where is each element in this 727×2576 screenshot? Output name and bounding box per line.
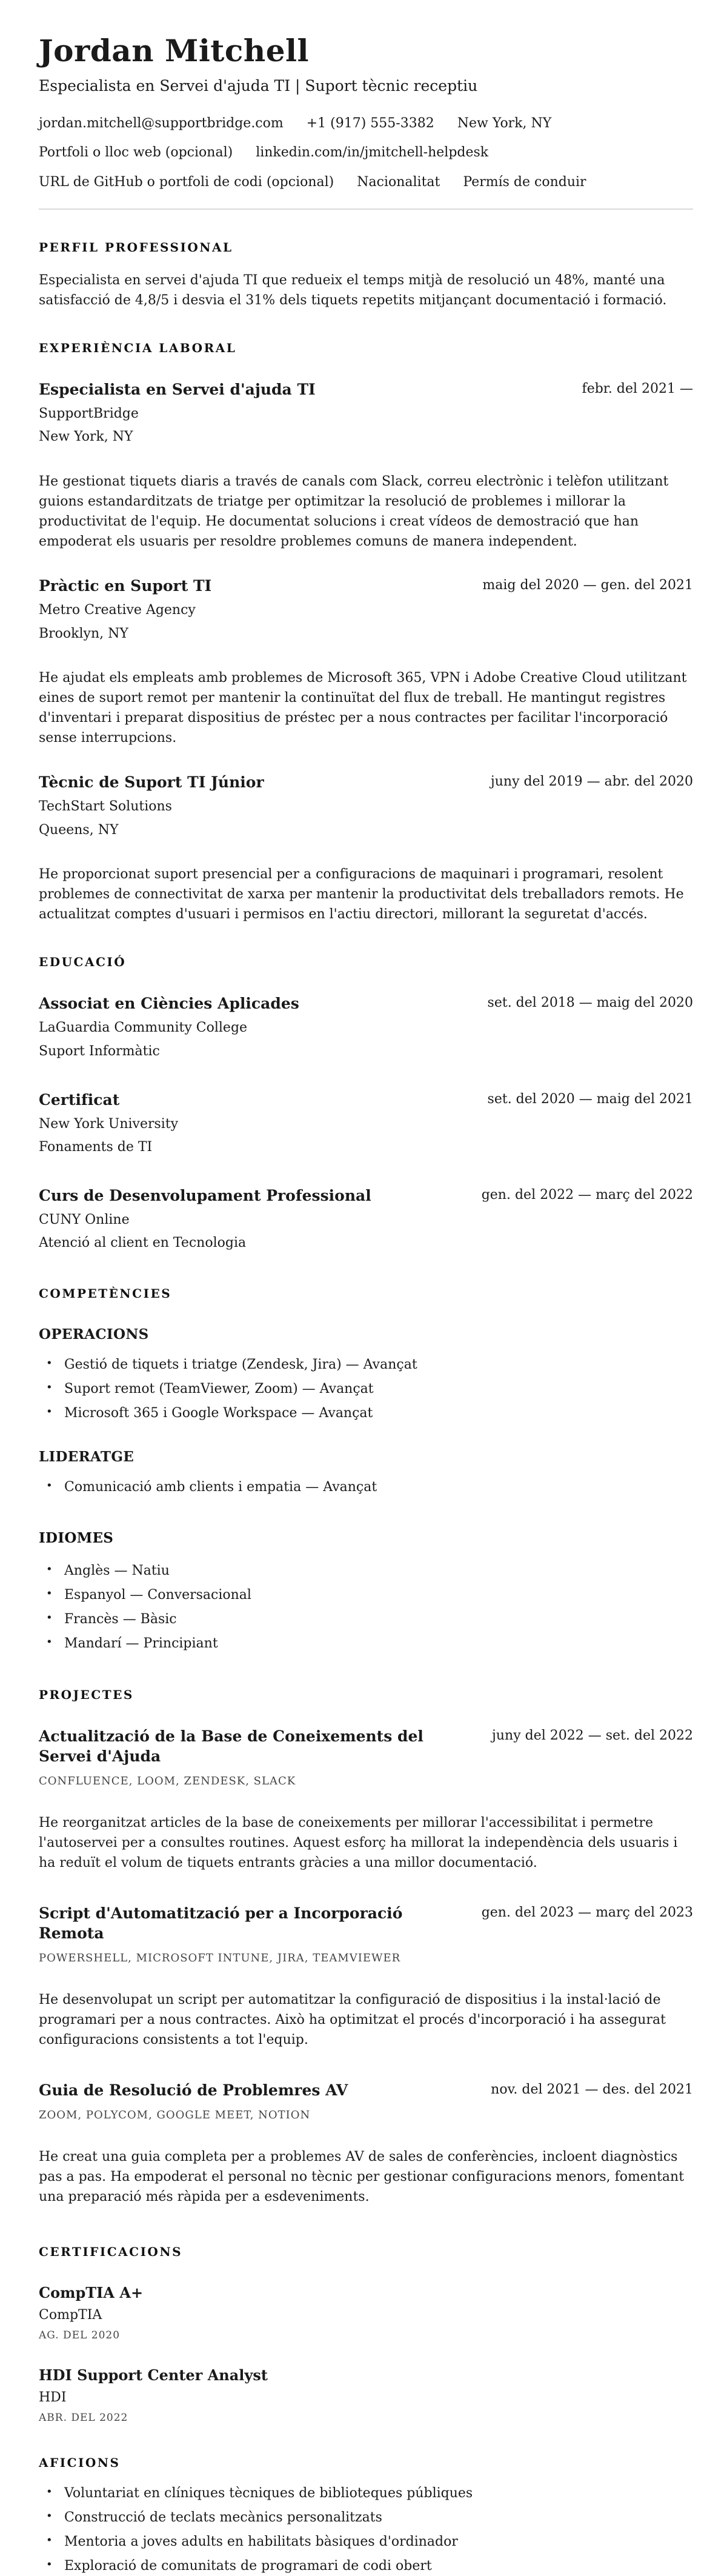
job-dates: febr. del 2021 — xyxy=(582,381,693,396)
job-entry xyxy=(39,576,693,748)
job-location: New York, NY xyxy=(39,429,133,445)
contact-portfolio-placeholder: Portfoli o lloc web (opcional) xyxy=(39,145,233,161)
job-location: Brooklyn, NY xyxy=(39,626,128,641)
job-location: Queens, NY xyxy=(39,822,119,838)
project-tools: ZOOM, POLYCOM, GOOGLE MEET, NOTION xyxy=(39,2108,311,2121)
section-projects xyxy=(39,1687,693,2207)
contact-row-3 xyxy=(39,173,693,192)
education-field: Suport Informàtic xyxy=(39,1043,160,1059)
project-description: He reorganitzat articles de la base de coneixements per millorar l'accessibilitat i permetre l'autoservei per a consultes routines. Aquest esforç ha millorat la independència dels usuaris i ha reduït el volum de tiquets entrants gràcies a una millor documentació. xyxy=(39,1815,678,1870)
hobby-item: • Voluntariat en clíniques tècniques de biblioteques públiques xyxy=(64,2483,693,2503)
job-description: He ajudat els empleats amb problemes de Microsoft 365, VPN i Adobe Creative Cloud utilitzant eines de suport remot per mantenir la continuïtat del flux de treball. He mantingut registres d'inventari i preparat dispositius de préstec per a nous contractes per facilitar l'incorporació sense interrupcions. xyxy=(39,670,687,746)
education-dates: set. del 2018 — maig del 2020 xyxy=(487,995,693,1011)
experience-heading: EXPERIÈNCIA LABORAL xyxy=(39,340,237,355)
job-description: He gestionat tiquets diaris a través de canals com Slack, correu electrònic i telèfon utilitzant guions estandarditzats de triatge per optimitzar la resolució de problemes i millorar la productivitat de l'equip. He documentat solucions i creat vídeos de demostració que han empoderat els usuaris per resoldre problemes comuns de manera independent. xyxy=(39,474,669,549)
contact-phone: +1 (917) 555-3382 xyxy=(306,115,434,131)
hobby-item: • Construcció de teclats mecànics personalitzats xyxy=(64,2508,693,2528)
certification-issuer: CompTIA xyxy=(39,2307,102,2323)
education-entry xyxy=(39,1186,693,1252)
project-title: Guia de Resolució de Problemres AV xyxy=(39,2081,348,2099)
contact-row-1 xyxy=(39,115,693,133)
contact-driving-licence-placeholder: Permís de conduir xyxy=(463,175,586,190)
certification-entry xyxy=(39,2283,693,2341)
education-school: LaGuardia Community College xyxy=(39,1020,248,1036)
profile-text: Especialista en servei d'ajuda TI que redueix el temps mitjà de resolució un 48%, manté una satisfacció de 4,8/5 i desvia el 31% dels tiquets repetits mitjançant documentació i formació. xyxy=(39,272,667,308)
job-company: TechStart Solutions xyxy=(39,799,172,815)
contact-row-2 xyxy=(39,144,693,162)
job-dates: juny del 2019 — abr. del 2020 xyxy=(490,774,693,790)
education-school: New York University xyxy=(39,1116,179,1132)
languages-heading: IDIOMES xyxy=(39,1529,114,1546)
section-languages xyxy=(39,1530,693,1653)
contact-linkedin: linkedin.com/in/jmitchell-helpdesk xyxy=(256,145,489,161)
project-title: Script d'Automatització per a Incorporació Remota xyxy=(39,1904,403,1942)
education-school: CUNY Online xyxy=(39,1212,130,1227)
language-item: • Mandarí — Principiant xyxy=(64,1633,693,1653)
project-entry xyxy=(39,2080,693,2207)
job-dates: maig del 2020 — gen. del 2021 xyxy=(482,578,693,593)
job-description: He proporcionat suport presencial per a configuracions de maquinari i programari, resolent problemes de connectivitat de xarxa per mantenir la productivitat dels treballadors remots. He actualitzat comptes d'usuari i permisos en l'actiu directori, millorant la seguretat d'accés. xyxy=(39,867,684,923)
project-dates: juny del 2022 — set. del 2022 xyxy=(492,1727,693,1743)
certification-entry xyxy=(39,2366,693,2424)
skill-list xyxy=(39,1477,693,1497)
skill-item: • Microsoft 365 i Google Workspace — Avançat xyxy=(64,1403,693,1423)
project-tools: POWERSHELL, MICROSOFT INTUNE, JIRA, TEAMVIEWER xyxy=(39,1951,401,1964)
section-hobbies xyxy=(39,2455,693,2576)
education-degree: Certificat xyxy=(39,1090,120,1109)
education-field: Fonaments de TI xyxy=(39,1140,153,1155)
language-list xyxy=(39,1561,693,1653)
hobbies-heading: AFICIONS xyxy=(39,2455,121,2471)
job-entry xyxy=(39,379,693,552)
hobby-item: • Exploració de comunitats de programari de codi obert xyxy=(64,2556,693,2576)
education-degree: Curs de Desenvolupament Professional xyxy=(39,1186,371,1204)
header-divider xyxy=(39,209,693,210)
certification-date: AG. DEL 2020 xyxy=(39,2329,121,2342)
contact-nationality-placeholder: Nacionalitat xyxy=(357,175,440,190)
education-heading: EDUCACIÓ xyxy=(39,955,127,970)
skills-heading: COMPETÈNCIES xyxy=(39,1286,172,1301)
project-dates: gen. del 2023 — març del 2023 xyxy=(481,1904,693,1920)
project-entry xyxy=(39,1903,693,2050)
job-entry xyxy=(39,772,693,924)
education-entry xyxy=(39,993,693,1060)
section-certifications xyxy=(39,2244,693,2424)
projects-heading: PROJECTES xyxy=(39,1687,134,1702)
job-title: Tècnic de Suport TI Júnior xyxy=(39,773,264,792)
resume-header xyxy=(39,33,693,210)
skill-item: • Comunicació amb clients i empatia — Avançat xyxy=(64,1477,693,1497)
education-dates: gen. del 2022 — març del 2022 xyxy=(481,1187,693,1203)
hobby-item: • Mentoria a joves adults en habilitats bàsiques d'ordinador xyxy=(64,2532,693,2552)
job-title: Pràctic en Suport TI xyxy=(39,577,212,595)
skill-group-operations xyxy=(39,1326,693,1423)
contact-location: New York, NY xyxy=(457,115,552,131)
certification-title: HDI Support Center Analyst xyxy=(39,2366,268,2384)
language-item: • Espanyol — Conversacional xyxy=(64,1585,693,1605)
skill-group-label: OPERACIONS xyxy=(39,1326,149,1343)
education-entry xyxy=(39,1090,693,1156)
section-skills xyxy=(39,1286,693,1497)
candidate-name: Jordan Mitchell xyxy=(39,33,310,68)
skill-item: • Suport remot (TeamViewer, Zoom) — Avançat xyxy=(64,1379,693,1399)
project-description: He creat una guia completa per a problemes AV de sales de conferències, incloent diagnòstics pas a pas. Ha empoderat el personal no tècnic per gestionar configuracions menors, fomentant una preparació més ràpida per a esdeveniments. xyxy=(39,2149,685,2204)
contact-email: jordan.mitchell@supportbridge.com xyxy=(39,115,284,131)
project-description: He desenvolupat un script per automatitzar la configuració de dispositius i la instal·lació de programari per a nous contractes. Això ha optimitzat el procés d'incorporació i ha assegurat configuracions consistents a tot l'equip. xyxy=(39,1992,666,2047)
candidate-headline: Especialista en Servei d'ajuda TI | Suport tècnic receptiu xyxy=(39,77,478,95)
skill-group-label: LIDERATGE xyxy=(39,1448,134,1465)
certifications-heading: CERTIFICACIONS xyxy=(39,2244,183,2259)
education-dates: set. del 2020 — maig del 2021 xyxy=(487,1091,693,1107)
education-field: Atenció al client en Tecnologia xyxy=(39,1235,247,1251)
project-entry xyxy=(39,1726,693,1873)
education-degree: Associat en Ciències Aplicades xyxy=(39,995,299,1013)
section-profile xyxy=(39,240,693,310)
section-education xyxy=(39,955,693,1252)
language-item: • Anglès — Natiu xyxy=(64,1561,693,1581)
job-company: Metro Creative Agency xyxy=(39,602,196,618)
section-experience xyxy=(39,341,693,925)
project-title: Actualització de la Base de Coneixements del Servei d'Ajuda xyxy=(39,1727,423,1765)
profile-heading: PERFIL PROFESSIONAL xyxy=(39,239,233,255)
skill-item: • Gestió de tiquets i triatge (Zendesk, Jira) — Avançat xyxy=(64,1355,693,1375)
certification-issuer: HDI xyxy=(39,2390,67,2406)
language-item: • Francès — Bàsic xyxy=(64,1609,693,1629)
certification-date: ABR. DEL 2022 xyxy=(39,2412,128,2424)
certification-title: CompTIA A+ xyxy=(39,2283,144,2301)
job-title: Especialista en Servei d'ajuda TI xyxy=(39,380,316,398)
project-tools: CONFLUENCE, LOOM, ZENDESK, SLACK xyxy=(39,1774,296,1787)
job-company: SupportBridge xyxy=(39,405,139,421)
hobby-list xyxy=(39,2483,693,2576)
skill-group-leadership xyxy=(39,1449,693,1497)
skill-list xyxy=(39,1355,693,1423)
project-dates: nov. del 2021 — des. del 2021 xyxy=(491,2081,693,2097)
contact-github-placeholder: URL de GitHub o portfoli de codi (opcional) xyxy=(39,175,334,190)
